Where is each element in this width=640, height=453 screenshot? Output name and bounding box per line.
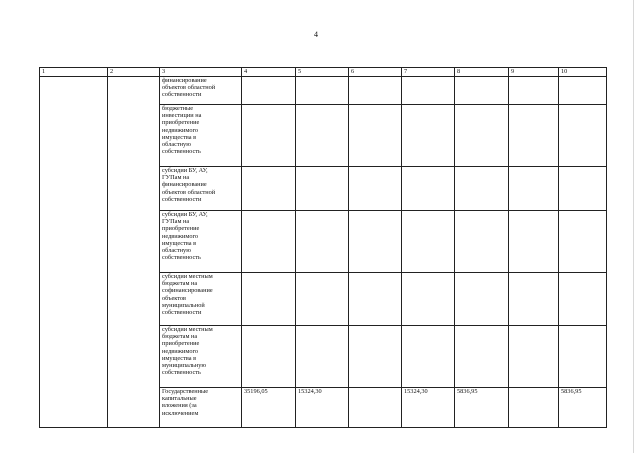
value-cell: [402, 77, 455, 105]
row-description: субсидии местным бюджетам на приобретение недвижимого имущества в муниципальную собственность: [160, 326, 242, 388]
row-description: Государственные капитальные вложения (за исключением: [160, 388, 242, 428]
value-cell: [509, 326, 559, 388]
page-number: 4: [314, 30, 318, 39]
value-cell: [349, 273, 402, 326]
value-cell: [509, 167, 559, 211]
scan-edge-shadow: [633, 0, 634, 453]
value-cell: [402, 105, 455, 167]
value-cell: 35196,05: [242, 388, 296, 428]
value-cell: [455, 167, 509, 211]
value-cell: [349, 167, 402, 211]
value-cell: [242, 77, 296, 105]
value-cell: [296, 105, 349, 167]
column-1-cell: [40, 77, 108, 428]
row-description: финансирование объектов областной собственности: [160, 77, 242, 105]
column-header: 2: [108, 68, 160, 77]
value-cell: [509, 388, 559, 428]
value-cell: [455, 105, 509, 167]
column-number-row: [40, 68, 607, 77]
value-cell: [296, 211, 349, 273]
value-cell: [509, 211, 559, 273]
value-cell: [296, 273, 349, 326]
value-cell: [349, 105, 402, 167]
value-cell: [242, 326, 296, 388]
value-cell: [242, 273, 296, 326]
value-cell: [402, 326, 455, 388]
column-header: 5: [296, 68, 349, 77]
value-cell: [402, 211, 455, 273]
value-cell: [296, 167, 349, 211]
value-cell: [349, 211, 402, 273]
column-header: 1: [40, 68, 108, 77]
value-cell: [559, 326, 607, 388]
value-cell: [455, 273, 509, 326]
value-cell: [509, 77, 559, 105]
column-header: 6: [349, 68, 402, 77]
table-row: [40, 77, 607, 105]
value-cell: [296, 77, 349, 105]
value-cell: [559, 167, 607, 211]
column-header: 4: [242, 68, 296, 77]
value-cell: [455, 326, 509, 388]
value-cell: [559, 273, 607, 326]
budget-table: [39, 67, 607, 428]
value-cell: 5836,95: [455, 388, 509, 428]
value-cell: [242, 167, 296, 211]
value-cell: 15324,30: [296, 388, 349, 428]
value-cell: [455, 77, 509, 105]
row-description: субсидии местным бюджетам на софинансирование объектов муниципальной собственности: [160, 273, 242, 326]
value-cell: 15324,30: [402, 388, 455, 428]
column-2-cell: [108, 77, 160, 428]
column-header: 3: [160, 68, 242, 77]
column-header: 10: [559, 68, 607, 77]
value-cell: [402, 273, 455, 326]
value-cell: [349, 326, 402, 388]
value-cell: [349, 77, 402, 105]
value-cell: [509, 273, 559, 326]
value-cell: [242, 211, 296, 273]
column-header: 7: [402, 68, 455, 77]
value-cell: [402, 167, 455, 211]
value-cell: 5836,95: [559, 388, 607, 428]
value-cell: [559, 77, 607, 105]
value-cell: [509, 105, 559, 167]
value-cell: [296, 326, 349, 388]
value-cell: [455, 211, 509, 273]
column-header: 9: [509, 68, 559, 77]
value-cell: [559, 105, 607, 167]
row-description: субсидии БУ, АУ, ГУПам на приобретение недвижимого имущества в областную собственность: [160, 211, 242, 273]
column-header: 8: [455, 68, 509, 77]
value-cell: [559, 211, 607, 273]
row-description: бюджетные инвестиции на приобретение недвижимого имущества в областную собственность: [160, 105, 242, 167]
value-cell: [349, 388, 402, 428]
row-description: субсидии БУ, АУ, ГУПам на финансирование объектов областной собственности: [160, 167, 242, 211]
value-cell: [242, 105, 296, 167]
